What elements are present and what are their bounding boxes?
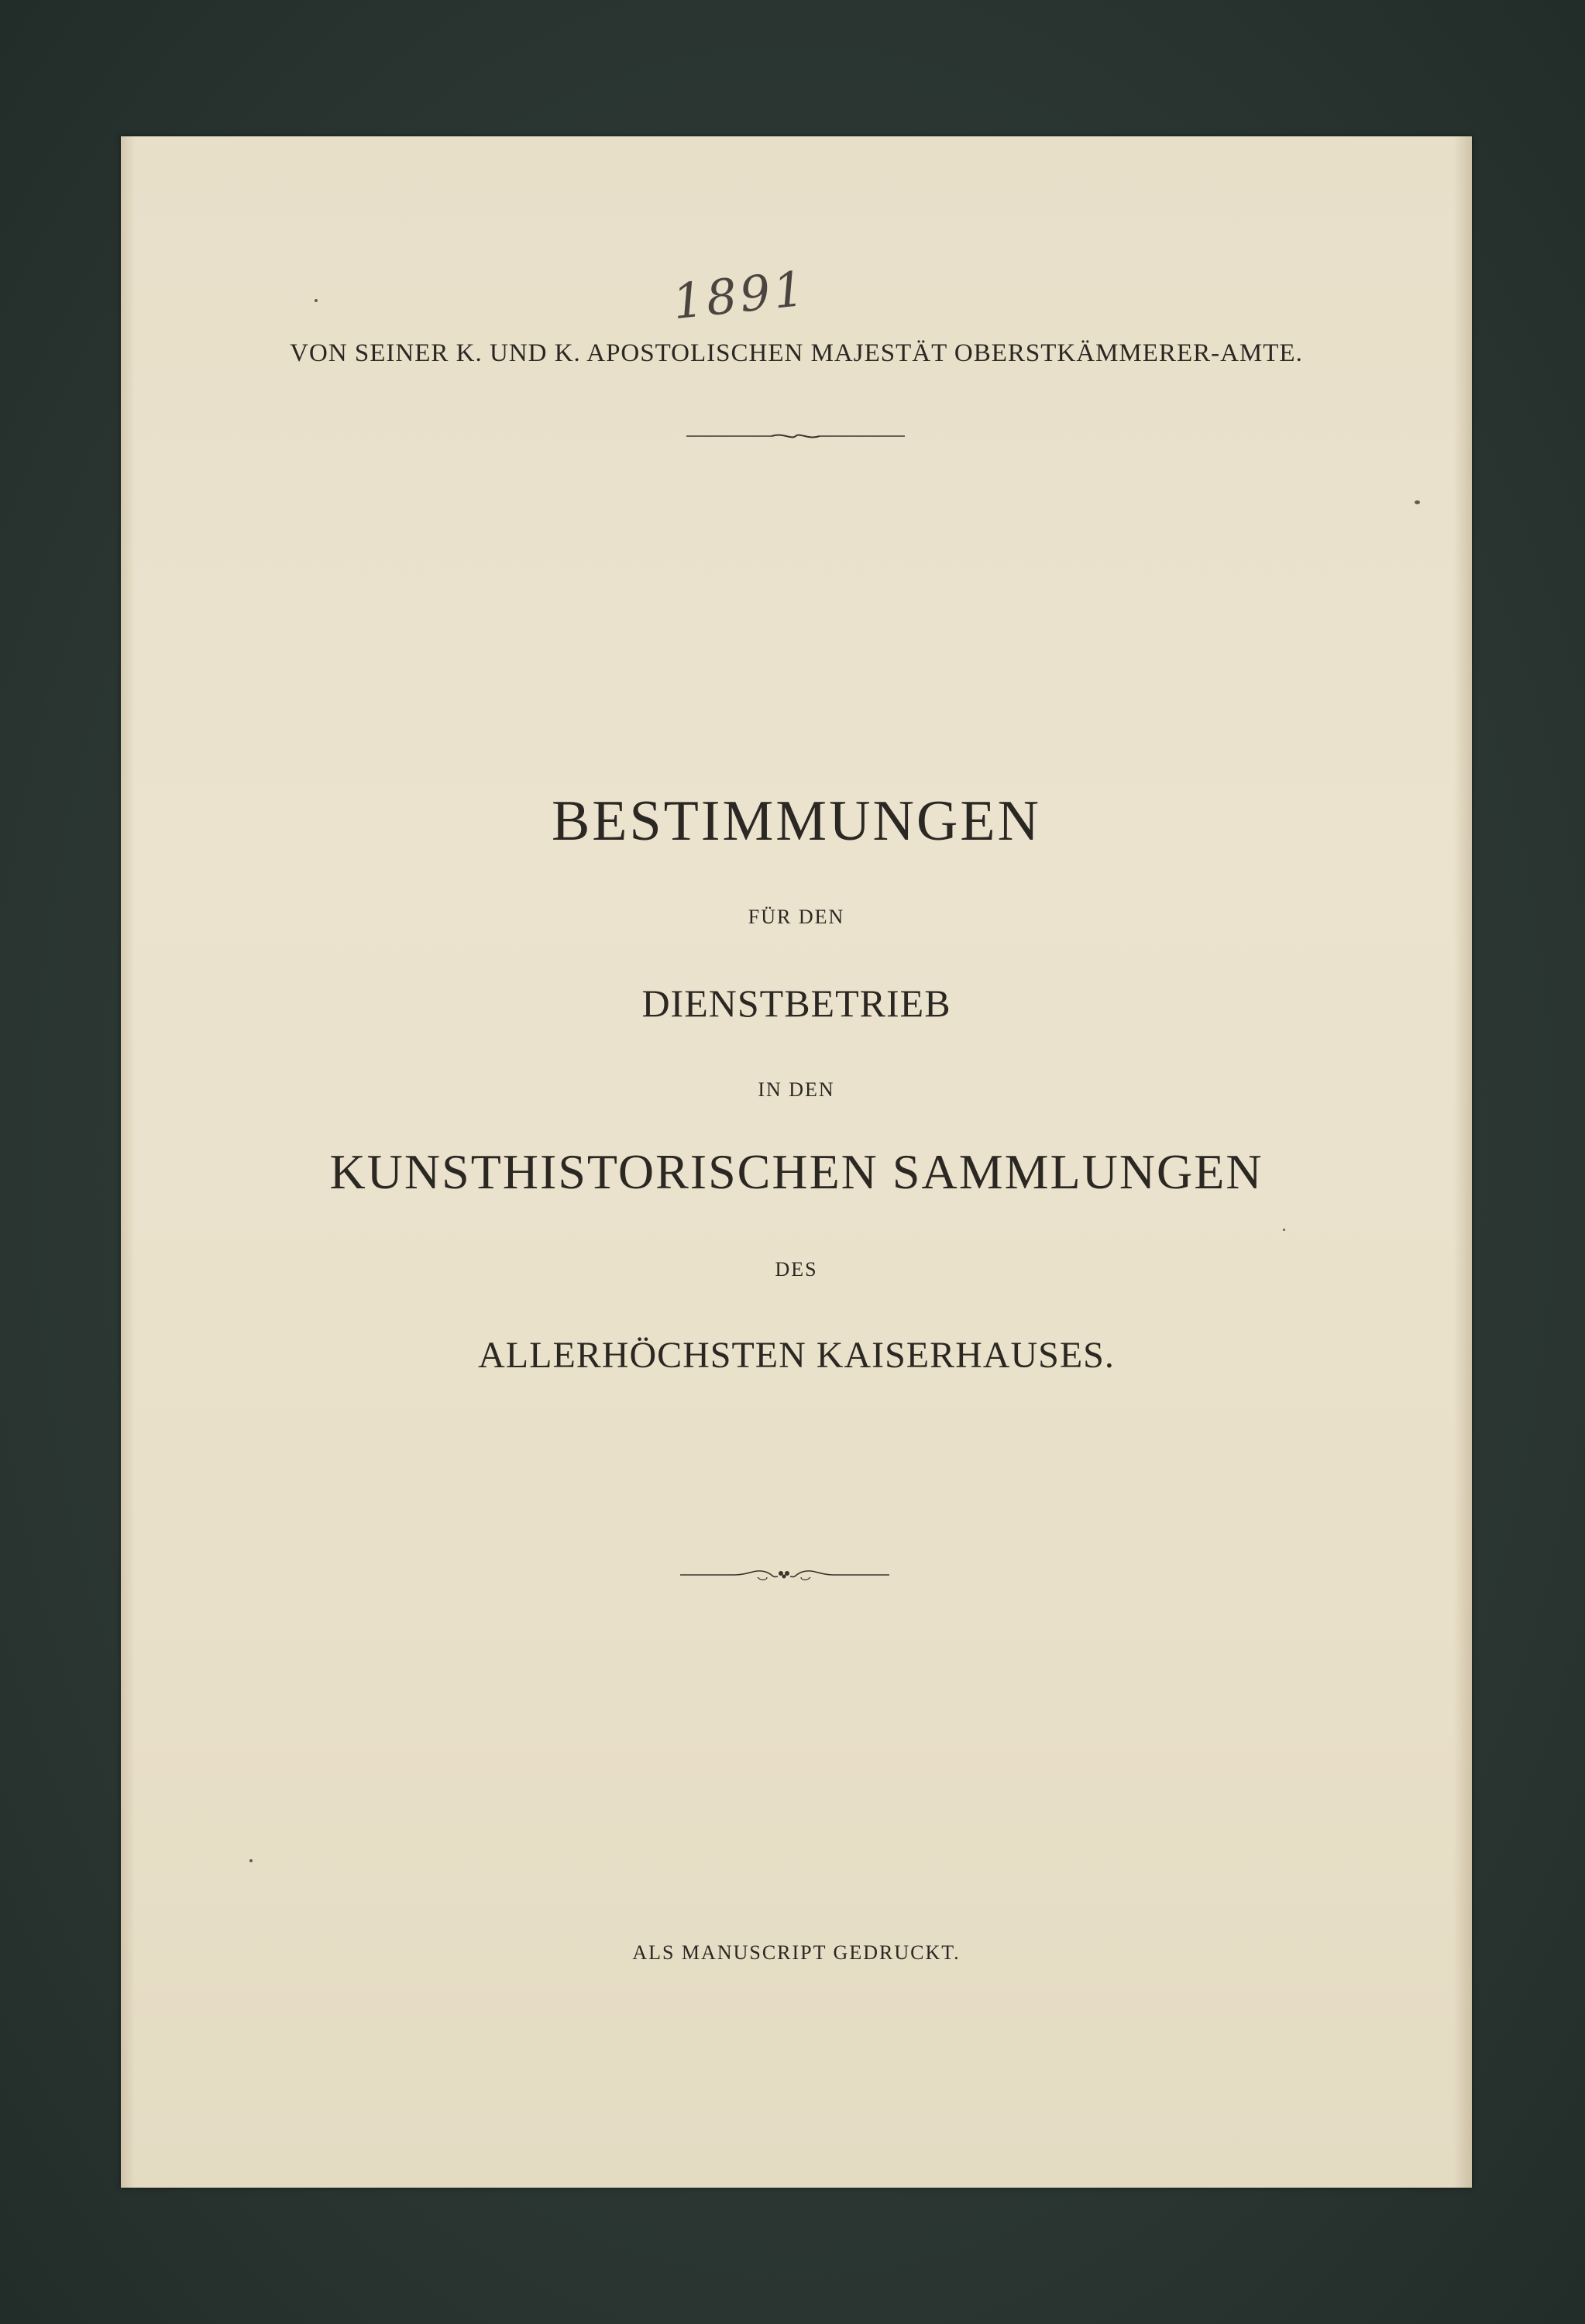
paper-speck: [249, 1859, 253, 1862]
handwritten-year-annotation: 1891: [669, 260, 810, 331]
paper-speck: [1415, 500, 1420, 504]
paper-speck: [315, 299, 318, 302]
connector-in-den: IN DEN: [758, 1078, 835, 1101]
ornamental-rule-top: [686, 431, 905, 442]
paper-speck: [1283, 1229, 1285, 1231]
subtitle-kaiserhauses: ALLERHÖCHSTEN KAISERHAUSES.: [478, 1335, 1115, 1376]
ornamental-rule-bottom: [680, 1566, 889, 1584]
connector-des: DES: [775, 1258, 818, 1281]
subtitle-sammlungen: KUNSTHISTORISCHEN SAMMLUNGEN: [329, 1144, 1264, 1199]
document-title: BESTIMMUNGEN: [551, 789, 1042, 853]
document-page: [121, 136, 1472, 2188]
connector-fuer-den: FÜR DEN: [748, 906, 845, 928]
issuer-header: VON SEINER K. UND K. APOSTOLISCHEN MAJESTÄT OBERSTKÄMMERER-AMTE.: [290, 339, 1303, 367]
subtitle-dienstbetrieb: DIENSTBETRIEB: [641, 982, 951, 1025]
printing-note: ALS MANUSCRIPT GEDRUCKT.: [632, 1941, 961, 1964]
